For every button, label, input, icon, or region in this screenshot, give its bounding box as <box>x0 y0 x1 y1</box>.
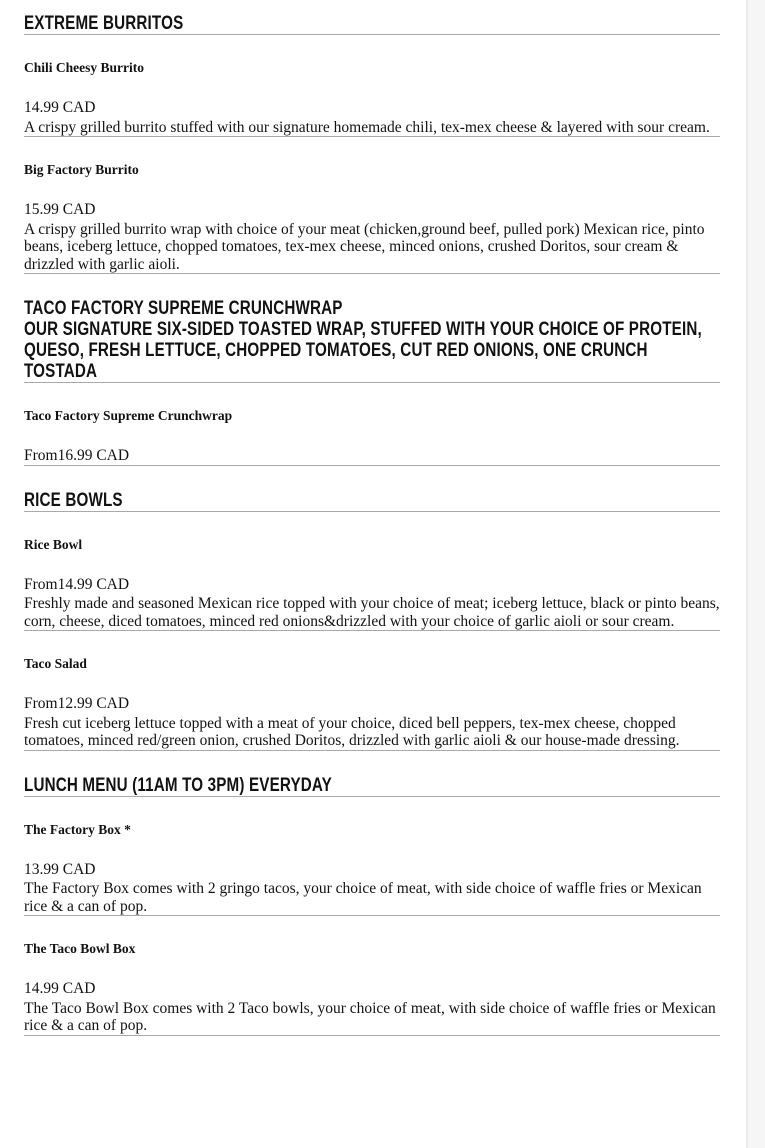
divider <box>24 915 720 916</box>
section-heading <box>24 298 720 382</box>
menu-item <box>24 656 720 750</box>
divider <box>24 1035 720 1036</box>
item-name: Chili Cheesy Burrito <box>24 60 144 75</box>
item-price: 13.99 CAD <box>24 860 96 878</box>
divider <box>24 511 720 512</box>
section-subtitle: OUR SIGNATURE SIX-SIDED TOASTED WRAP, STUFFED WITH YOUR CHOICE OF PROTEIN, QUESO, FRESH LETTUCE, CHOPPED TOMATOES, CUT RED ONIONS, ONE CRUNCH TOSTADA <box>24 319 702 382</box>
section-title: RICE BOWLS <box>24 489 123 511</box>
item-name: The Taco Bowl Box <box>24 941 136 956</box>
section-heading <box>24 490 720 511</box>
menu-section <box>24 298 720 466</box>
menu-item <box>24 537 720 631</box>
item-price: 15.99 CAD <box>24 201 96 218</box>
divider <box>24 630 720 631</box>
item-name: Rice Bowl <box>24 536 83 552</box>
item-description: Fresh cut iceberg lettuce topped with a meat of your choice, diced bell peppers, tex-mex cheese, chopped tomatoes, minced red/green onion, crushed Doritos, drizzled with garlic aioli & our house-made dressing. <box>24 714 680 749</box>
menu-item <box>24 408 720 465</box>
section-heading-text <box>24 13 720 34</box>
item-name: The Factory Box * <box>24 821 131 837</box>
menu-item <box>24 60 720 136</box>
item-description: The Taco Bowl Box comes with 2 Taco bowls, your choice of meat, with side choice of waffle fries or Mexican rice & a can of pop. <box>24 999 716 1034</box>
section-title: LUNCH MENU (11AM TO 3PM) EVERYDAY <box>24 774 332 796</box>
section-items <box>24 537 720 751</box>
divider <box>24 465 720 466</box>
section-heading <box>24 775 720 796</box>
divider <box>24 273 720 274</box>
section-title: TACO FACTORY SUPREME CRUNCHWRAP <box>24 298 343 319</box>
item-description: A crispy grilled burrito stuffed with our signature homemade chili, tex-mex cheese & layered with sour cream. <box>24 118 710 136</box>
section-heading-text <box>24 298 720 382</box>
section-items <box>24 408 720 466</box>
item-price: 14.99 CAD <box>24 980 96 997</box>
section-items <box>24 822 720 1036</box>
item-price: From12.99 CAD <box>24 695 130 712</box>
menu-section <box>24 13 720 274</box>
section-title: EXTREME BURRITOS <box>24 13 184 34</box>
menu-item <box>24 162 720 273</box>
item-price: 14.99 CAD <box>24 99 96 116</box>
menu-section <box>24 775 720 1036</box>
item-description: A crispy grilled burrito wrap with choice of your meat (chicken,ground beef, pulled pork) Mexican rice, pinto beans, iceberg lettuce, chopped tomatoes, tex-mex cheese, minced onions, crushed Doritos, sour cream & drizzled with garlic aioli. <box>24 220 705 273</box>
item-name: Big Factory Burrito <box>24 162 139 177</box>
menu-section <box>24 490 720 751</box>
menu-item <box>24 941 720 1035</box>
divider <box>24 382 720 383</box>
item-price: From14.99 CAD <box>24 575 130 593</box>
divider <box>24 34 720 35</box>
item-description: Freshly made and seasoned Mexican rice topped with your choice of meat; iceberg lettuce, black or pinto beans, corn, cheese, diced tomatoes, minced red onions&drizzled with your choice of garlic aioli or sour cream. <box>24 595 720 630</box>
item-name: Taco Factory Supreme Crunchwrap <box>24 408 233 423</box>
menu-item <box>24 822 720 916</box>
item-price: From16.99 CAD <box>24 447 130 464</box>
section-items <box>24 60 720 274</box>
section-heading <box>24 13 720 34</box>
item-description: The Factory Box comes with 2 gringo tacos, your choice of meat, with side choice of waffle fries or Mexican rice & a can of pop. <box>24 880 702 915</box>
divider <box>24 750 720 751</box>
divider <box>24 136 720 137</box>
section-heading-text <box>24 490 720 511</box>
section-heading-text <box>24 775 720 796</box>
divider <box>24 796 720 797</box>
item-name: Taco Salad <box>24 656 87 671</box>
scrollbar-track[interactable] <box>746 0 765 1148</box>
